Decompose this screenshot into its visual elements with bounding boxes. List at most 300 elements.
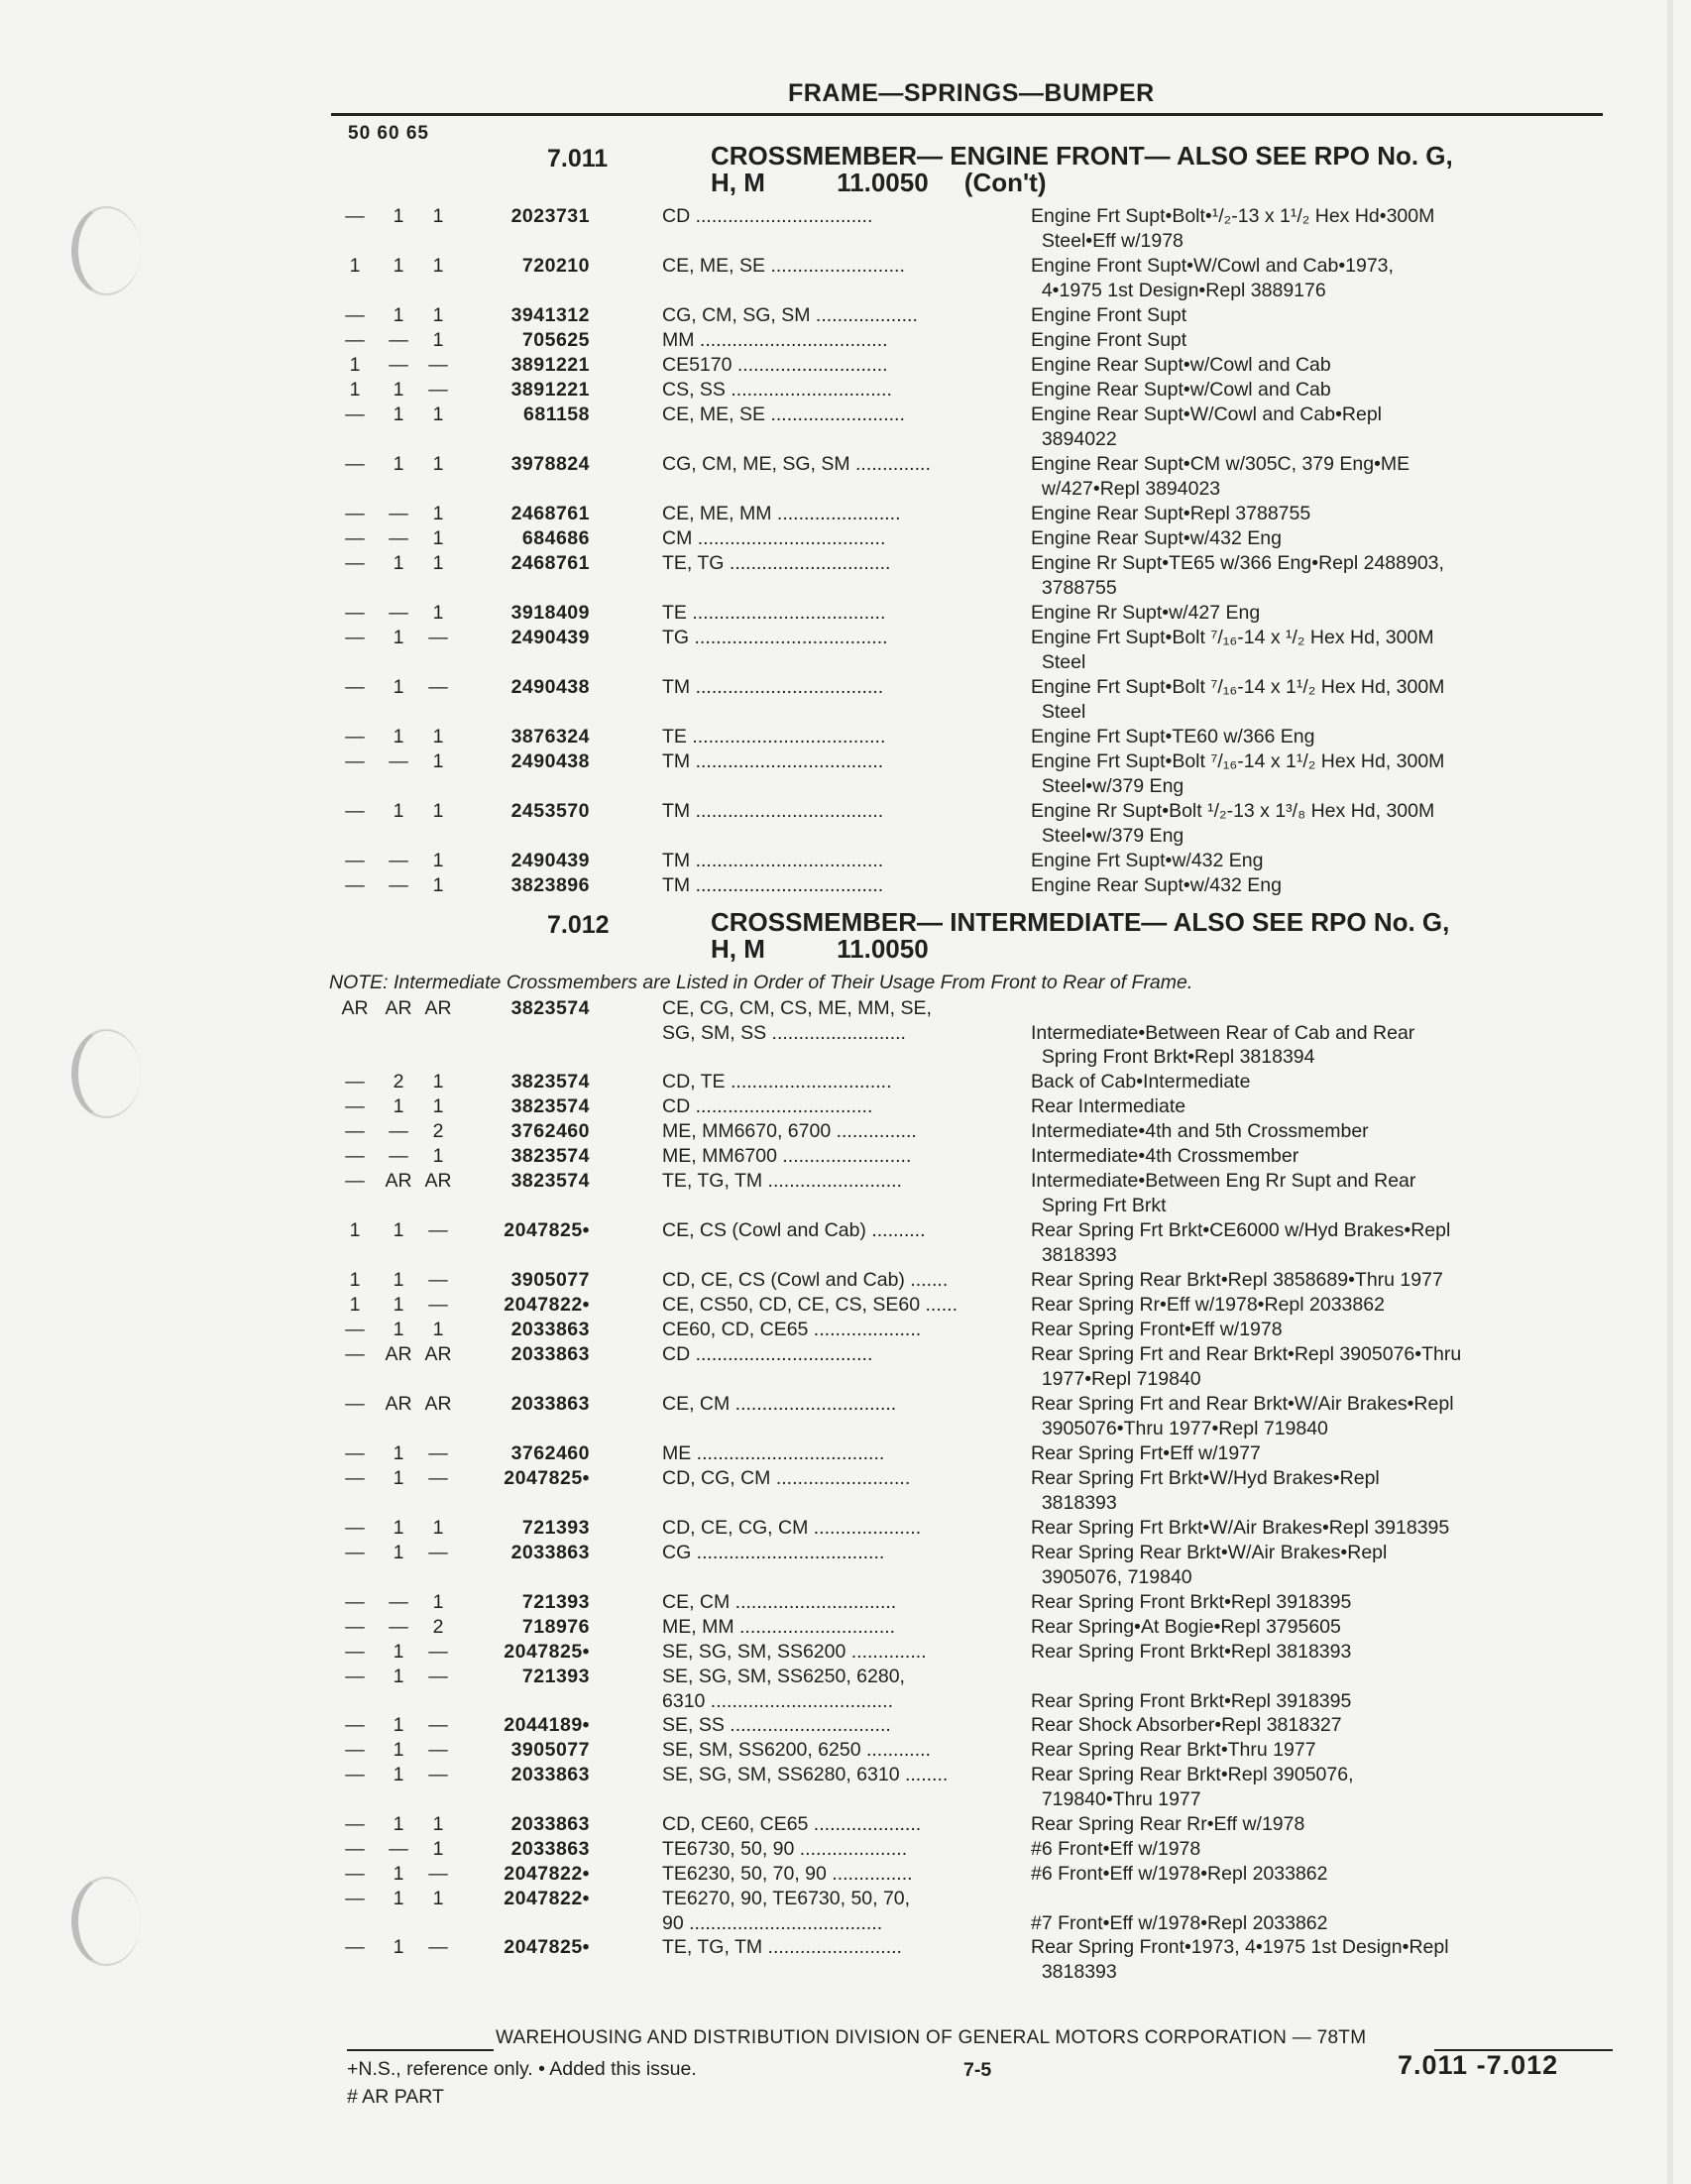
part-number: 3823574: [510, 1170, 590, 1192]
part-description: Rear Spring Frt and Rear Brkt•W/Air Brakes•Repl 3905076•Thru 1977•Repl 719840: [1031, 1393, 1454, 1439]
qty-60: 1: [393, 403, 404, 425]
qty-65: —: [428, 1764, 448, 1785]
qty-60: 1: [393, 1467, 404, 1489]
qty-65: —: [428, 1294, 448, 1316]
page-number: 7-5: [963, 2059, 992, 2081]
qty-60: 1: [393, 1442, 404, 1464]
model-codes: CE, CG, CM, CS, ME, MM, SE, SG, SM, SS .........................: [662, 997, 932, 1044]
qty-50: —: [345, 1936, 365, 1958]
part-number: 2047822•: [504, 1863, 590, 1885]
qty-60: 1: [393, 552, 404, 574]
qty-65: —: [428, 1641, 448, 1663]
qty-65: AR: [424, 1343, 452, 1365]
qty-60: 1: [393, 1641, 404, 1663]
part-number: 2033863: [510, 1393, 590, 1415]
part-number: 2044189•: [504, 1714, 590, 1736]
model-codes: CD, CE, CS (Cowl and Cab) .......: [662, 1269, 949, 1291]
part-description: Rear Spring Front Brkt•Repl 3918395: [1031, 1689, 1352, 1712]
qty-50: —: [345, 1616, 365, 1638]
section-number: 7.012: [547, 911, 610, 939]
part-number: 3918409: [510, 602, 590, 624]
part-description: Engine Rr Supt•TE65 w/366 Eng•Repl 2488903, 3788755: [1031, 552, 1444, 599]
footnote-ns: +N.S., reference only. • Added this issue.: [347, 2058, 697, 2080]
model-codes: CE, ME, SE .........................: [662, 255, 905, 277]
part-number: 3905077: [510, 1269, 590, 1291]
qty-50: —: [345, 1517, 365, 1539]
qty-65: 1: [432, 1517, 444, 1539]
qty-65: —: [428, 1442, 448, 1464]
qty-60: 1: [393, 304, 404, 326]
part-number: 2047825•: [504, 1467, 590, 1489]
qty-60: 1: [393, 379, 404, 401]
qty-50: —: [345, 1739, 365, 1761]
qty-65: 1: [432, 1888, 444, 1909]
part-description: Rear Spring•At Bogie•Repl 3795605: [1031, 1616, 1341, 1638]
binder-hole: [71, 206, 141, 295]
qty-50: —: [345, 1542, 365, 1563]
qty-65: —: [428, 379, 448, 401]
part-description: Engine Frt Supt•Bolt•¹/₂-13 x 1¹/₂ Hex Hd•300M Steel•Eff w/1978: [1031, 205, 1435, 252]
part-description: Engine Frt Supt•Bolt ⁷/₁₆-14 x ¹/₂ Hex Hd, 300M Steel: [1031, 627, 1434, 673]
part-number: 3978824: [510, 453, 590, 475]
part-number: 718976: [521, 1616, 590, 1638]
qty-65: AR: [424, 997, 452, 1019]
qty-60: 1: [393, 1764, 404, 1785]
part-number: 2047825•: [504, 1936, 590, 1958]
model-codes: CD .................................: [662, 1343, 873, 1365]
qty-65: 1: [432, 527, 444, 549]
qty-65: 1: [432, 503, 444, 524]
part-number: 2033863: [510, 1838, 590, 1860]
qty-60: 1: [393, 1219, 404, 1241]
qty-65: 1: [432, 255, 444, 277]
part-description: Intermediate•Between Eng Rr Supt and Rear Spring Frt Brkt: [1031, 1170, 1416, 1216]
qty-65: 1: [432, 205, 444, 227]
qty-60: —: [389, 503, 408, 524]
model-codes: TM ...................................: [662, 676, 884, 698]
qty-65: —: [428, 1542, 448, 1563]
model-codes: ME, MM6700 ........................: [662, 1145, 912, 1167]
qty-50: —: [345, 1170, 365, 1192]
model-codes: CE60, CD, CE65 ....................: [662, 1319, 922, 1340]
usage-note: NOTE: Intermediate Crossmembers are Listed in Order of Their Usage From Front to Rear of Frame.: [329, 972, 1193, 993]
qty-50: —: [345, 1813, 365, 1835]
qty-65: —: [428, 627, 448, 648]
qty-50: 1: [349, 1269, 361, 1291]
model-codes: SE, SS ..............................: [662, 1714, 891, 1736]
model-codes: CE, ME, MM .......................: [662, 503, 901, 524]
qty-50: —: [345, 1714, 365, 1736]
model-codes: ME, MM .............................: [662, 1616, 896, 1638]
qty-50: AR: [341, 997, 369, 1019]
model-codes: TM ...................................: [662, 750, 884, 772]
part-number: 2453570: [510, 800, 590, 822]
part-number: 3823574: [510, 997, 590, 1019]
part-description: #6 Front•Eff w/1978•Repl 2033862: [1031, 1863, 1328, 1885]
model-codes: TM ...................................: [662, 874, 884, 896]
qty-50: —: [345, 503, 365, 524]
qty-65: —: [428, 1219, 448, 1241]
model-codes: TM ...................................: [662, 800, 884, 822]
qty-60: —: [389, 1145, 408, 1167]
part-description: Engine Frt Supt•TE60 w/366 Eng: [1031, 726, 1315, 747]
footnote-ar: # AR PART: [347, 2086, 444, 2108]
qty-60: 1: [393, 800, 404, 822]
qty-60: 1: [393, 1269, 404, 1291]
model-codes: CM ...................................: [662, 527, 886, 549]
qty-50: —: [345, 527, 365, 549]
model-codes: TE, TG, TM .........................: [662, 1170, 902, 1192]
part-description: Engine Rear Supt•w/Cowl and Cab: [1031, 354, 1331, 376]
qty-65: 1: [432, 1145, 444, 1167]
qty-60: 1: [393, 726, 404, 747]
qty-60: —: [389, 329, 408, 351]
part-number: 2047822•: [504, 1294, 590, 1316]
qty-65: 1: [432, 602, 444, 624]
qty-65: 1: [432, 552, 444, 574]
part-number: 2468761: [510, 503, 590, 524]
section-number: 7.011: [547, 145, 609, 172]
header-rule: [331, 113, 1603, 116]
qty-60: —: [389, 1120, 408, 1142]
qty-60: 1: [393, 1936, 404, 1958]
qty-50: —: [345, 726, 365, 747]
qty-50: —: [345, 1120, 365, 1142]
footer-rule-left: [347, 2049, 494, 2051]
qty-65: —: [428, 676, 448, 698]
part-number: 3876324: [510, 726, 590, 747]
model-codes: TE6230, 50, 70, 90 ...............: [662, 1863, 913, 1885]
qty-65: 1: [432, 1319, 444, 1340]
qty-65: 1: [432, 403, 444, 425]
section-range: 7.011 -7.012: [1398, 2050, 1559, 2080]
part-description: Intermediate•Between Rear of Cab and Rear Spring Front Brkt•Repl 3818394: [1031, 1021, 1415, 1068]
qty-50: —: [345, 1764, 365, 1785]
model-codes: TE6270, 90, TE6730, 50, 70, 90 ....................................: [662, 1888, 911, 1934]
division-line: WAREHOUSING AND DISTRIBUTION DIVISION OF GENERAL MOTORS CORPORATION — 78TM: [496, 2027, 1367, 2048]
part-number: 705625: [521, 329, 590, 351]
model-codes: CS, SS ..............................: [662, 379, 892, 401]
part-description: Engine Rear Supt•w/432 Eng: [1031, 874, 1282, 896]
qty-60: 1: [393, 676, 404, 698]
qty-50: —: [345, 1838, 365, 1860]
qty-50: —: [345, 1071, 365, 1092]
qty-65: 1: [432, 850, 444, 871]
part-description: Back of Cab•Intermediate: [1031, 1071, 1251, 1092]
qty-60: 2: [393, 1071, 404, 1092]
qty-65: 1: [432, 1838, 444, 1860]
model-codes: CD, CE60, CE65 ....................: [662, 1813, 922, 1835]
qty-60: 1: [393, 1714, 404, 1736]
qty-60: 1: [393, 1095, 404, 1117]
part-description: Rear Spring Front•Eff w/1978: [1031, 1319, 1283, 1340]
part-description: Engine Rear Supt•w/Cowl and Cab: [1031, 379, 1331, 401]
part-description: Rear Spring Front Brkt•Repl 3918395: [1031, 1591, 1352, 1613]
qty-65: 1: [432, 453, 444, 475]
part-number: 721393: [521, 1666, 590, 1687]
qty-60: —: [389, 874, 408, 896]
qty-50: —: [345, 850, 365, 871]
part-description: Rear Spring Rear Brkt•W/Air Brakes•Repl 3905076, 719840: [1031, 1542, 1388, 1588]
part-description: Engine Rear Supt•w/432 Eng: [1031, 527, 1282, 549]
qty-50: —: [345, 1641, 365, 1663]
model-codes: MM ...................................: [662, 329, 888, 351]
part-description: Rear Spring Rear Brkt•Repl 3858689•Thru 1977: [1031, 1269, 1443, 1291]
qty-65: 1: [432, 800, 444, 822]
part-number: 720210: [521, 255, 590, 277]
qty-60: AR: [385, 1393, 412, 1415]
qty-50: —: [345, 627, 365, 648]
part-number: 2033863: [510, 1764, 590, 1785]
model-codes: CG, CM, ME, SG, SM ..............: [662, 453, 931, 475]
qty-50: —: [345, 1666, 365, 1687]
qty-60: 1: [393, 1739, 404, 1761]
page-edge: [1667, 0, 1673, 2184]
qty-50: 1: [349, 379, 361, 401]
part-description: Intermediate•4th and 5th Crossmember: [1031, 1120, 1369, 1142]
part-number: 2033863: [510, 1813, 590, 1835]
part-description: Engine Rear Supt•CM w/305C, 379 Eng•ME w/427•Repl 3894023: [1031, 453, 1410, 500]
qty-60: 1: [393, 627, 404, 648]
part-description: Rear Spring Rear Rr•Eff w/1978: [1031, 1813, 1305, 1835]
part-description: Rear Shock Absorber•Repl 3818327: [1031, 1714, 1342, 1736]
part-number: 3823896: [510, 874, 590, 896]
part-description: Rear Spring Rear Brkt•Thru 1977: [1031, 1739, 1316, 1761]
section-title: CROSSMEMBER— INTERMEDIATE— ALSO SEE RPO No. G, H, M 11.0050: [711, 907, 1450, 964]
qty-60: —: [389, 1838, 408, 1860]
part-description: Engine Frt Supt•Bolt ⁷/₁₆-14 x 1¹/₂ Hex Hd, 300M Steel•w/379 Eng: [1031, 750, 1445, 797]
part-number: 3891221: [510, 354, 590, 376]
qty-65: —: [428, 1863, 448, 1885]
part-description: Engine Front Supt: [1031, 329, 1187, 351]
part-number: 2468761: [510, 552, 590, 574]
model-codes: CE5170 ............................: [662, 354, 888, 376]
qty-60: 1: [393, 1319, 404, 1340]
qty-50: 1: [349, 1219, 361, 1241]
part-description: Rear Spring Rr•Eff w/1978•Repl 2033862: [1031, 1294, 1385, 1316]
part-description: Engine Rear Supt•Repl 3788755: [1031, 503, 1311, 524]
qty-50: —: [345, 1442, 365, 1464]
qty-50: —: [345, 329, 365, 351]
part-number: 2033863: [510, 1343, 590, 1365]
part-description: Rear Spring Frt Brkt•CE6000 w/Hyd Brakes•Repl 3818393: [1031, 1219, 1451, 1266]
part-number: 2047822•: [504, 1888, 590, 1909]
qty-60: AR: [385, 1343, 412, 1365]
part-description: Engine Frt Supt•Bolt ⁷/₁₆-14 x 1¹/₂ Hex Hd, 300M Steel: [1031, 676, 1445, 723]
qty-60: 1: [393, 1294, 404, 1316]
binder-hole: [71, 1877, 141, 1966]
part-number: 2490439: [510, 850, 590, 871]
qty-50: —: [345, 1888, 365, 1909]
qty-50: —: [345, 800, 365, 822]
part-description: Rear Spring Rear Brkt•Repl 3905076, 719840•Thru 1977: [1031, 1764, 1354, 1810]
part-description: Engine Frt Supt•w/432 Eng: [1031, 850, 1264, 871]
qty-65: 1: [432, 1591, 444, 1613]
model-codes: TG ....................................: [662, 627, 888, 648]
model-codes: TE ....................................: [662, 602, 886, 624]
qty-50: —: [345, 874, 365, 896]
qty-65: 1: [432, 1095, 444, 1117]
part-number: 2490438: [510, 676, 590, 698]
qty-50: —: [345, 1863, 365, 1885]
qty-60: 1: [393, 1813, 404, 1835]
part-number: 721393: [521, 1591, 590, 1613]
part-number: 681158: [523, 403, 590, 425]
part-number: 721393: [521, 1517, 590, 1539]
qty-65: 2: [432, 1120, 444, 1142]
model-codes: CG ...................................: [662, 1542, 885, 1563]
qty-50: —: [345, 304, 365, 326]
qty-60: —: [389, 750, 408, 772]
qty-60: —: [389, 1616, 408, 1638]
part-number: 3823574: [510, 1145, 590, 1167]
qty-60: 1: [393, 1863, 404, 1885]
page-title: FRAME—SPRINGS—BUMPER: [788, 79, 1155, 107]
qty-60: 1: [393, 1888, 404, 1909]
qty-65: —: [428, 1739, 448, 1761]
part-number: 3891221: [510, 379, 590, 401]
qty-50: 1: [349, 354, 361, 376]
qty-50: 1: [349, 255, 361, 277]
model-codes: TE6730, 50, 90 ....................: [662, 1838, 908, 1860]
part-number: 2490438: [510, 750, 590, 772]
qty-60: 1: [393, 1666, 404, 1687]
model-codes: CD, CG, CM .........................: [662, 1467, 911, 1489]
qty-65: 1: [432, 726, 444, 747]
part-number: 3823574: [510, 1095, 590, 1117]
qty-50: —: [345, 1467, 365, 1489]
part-number: 684686: [521, 527, 590, 549]
model-codes: CG, CM, SG, SM ...................: [662, 304, 918, 326]
qty-60: 1: [393, 205, 404, 227]
qty-65: 1: [432, 750, 444, 772]
part-description: Engine Front Supt•W/Cowl and Cab•1973, 4•1975 1st Design•Repl 3889176: [1031, 255, 1394, 301]
part-description: Engine Rear Supt•W/Cowl and Cab•Repl 3894022: [1031, 403, 1382, 450]
qty-50: —: [345, 205, 365, 227]
model-codes: SE, SG, SM, SS6280, 6310 ........: [662, 1764, 949, 1785]
qty-65: —: [428, 1936, 448, 1958]
part-description: Rear Spring Frt and Rear Brkt•Repl 3905076•Thru 1977•Repl 719840: [1031, 1343, 1462, 1390]
part-description: Intermediate•4th Crossmember: [1031, 1145, 1299, 1167]
part-number: 2047825•: [504, 1641, 590, 1663]
model-codes: CD, CE, CG, CM ....................: [662, 1517, 922, 1539]
qty-60: 1: [393, 255, 404, 277]
qty-60: 1: [393, 453, 404, 475]
part-number: 3823574: [510, 1071, 590, 1092]
model-codes: CD, TE ..............................: [662, 1071, 892, 1092]
qty-65: 2: [432, 1616, 444, 1638]
model-codes: TE, TG, TM .........................: [662, 1936, 902, 1958]
qty-65: —: [428, 354, 448, 376]
qty-50: —: [345, 1145, 365, 1167]
qty-50: —: [345, 750, 365, 772]
part-number: 2033863: [510, 1319, 590, 1340]
model-codes: CE, CM ..............................: [662, 1591, 897, 1613]
qty-65: 1: [432, 304, 444, 326]
qty-60: 1: [393, 1517, 404, 1539]
qty-50: —: [345, 1095, 365, 1117]
part-description: Engine Rr Supt•w/427 Eng: [1031, 602, 1261, 624]
model-codes: ME, MM6670, 6700 ...............: [662, 1120, 917, 1142]
quantity-column-header: 50 60 65: [348, 123, 429, 144]
qty-60: —: [389, 354, 408, 376]
model-codes: CE, CS (Cowl and Cab) ..........: [662, 1219, 926, 1241]
qty-50: 1: [349, 1294, 361, 1316]
model-codes: CD .................................: [662, 1095, 873, 1117]
part-description: Engine Rr Supt•Bolt ¹/₂-13 x 1³/₈ Hex Hd, 300M Steel•w/379 Eng: [1031, 800, 1435, 847]
part-number: 2047825•: [504, 1219, 590, 1241]
qty-65: —: [428, 1269, 448, 1291]
part-description: #6 Front•Eff w/1978: [1031, 1838, 1201, 1860]
binder-hole: [71, 1029, 141, 1118]
part-number: 3941312: [510, 304, 590, 326]
model-codes: CD .................................: [662, 205, 873, 227]
model-codes: TE, TG ..............................: [662, 552, 891, 574]
model-codes: TE ....................................: [662, 726, 886, 747]
model-codes: CE, ME, SE .........................: [662, 403, 905, 425]
qty-50: —: [345, 1319, 365, 1340]
qty-65: 1: [432, 1071, 444, 1092]
qty-50: —: [345, 552, 365, 574]
part-number: 3762460: [510, 1442, 590, 1464]
qty-50: —: [345, 1343, 365, 1365]
part-description: Rear Spring Frt Brkt•W/Air Brakes•Repl 3918395: [1031, 1517, 1450, 1539]
qty-65: 1: [432, 329, 444, 351]
qty-50: —: [345, 1591, 365, 1613]
model-codes: CE, CM ..............................: [662, 1393, 897, 1415]
part-description: Engine Front Supt: [1031, 304, 1187, 326]
model-codes: TM ...................................: [662, 850, 884, 871]
qty-65: —: [428, 1467, 448, 1489]
part-description: Rear Spring Front Brkt•Repl 3818393: [1031, 1641, 1352, 1663]
part-number: 2033863: [510, 1542, 590, 1563]
qty-50: —: [345, 602, 365, 624]
part-number: 2023731: [510, 205, 590, 227]
model-codes: SE, SM, SS6200, 6250 ............: [662, 1739, 931, 1761]
qty-50: —: [345, 403, 365, 425]
qty-60: 1: [393, 1542, 404, 1563]
qty-50: —: [345, 1393, 365, 1415]
model-codes: ME ...................................: [662, 1442, 885, 1464]
part-description: Rear Spring Frt Brkt•W/Hyd Brakes•Repl 3818393: [1031, 1467, 1380, 1514]
part-number: 3762460: [510, 1120, 590, 1142]
qty-60: AR: [385, 1170, 412, 1192]
qty-65: 1: [432, 874, 444, 896]
qty-60: —: [389, 850, 408, 871]
part-description: #7 Front•Eff w/1978•Repl 2033862: [1031, 1911, 1328, 1934]
qty-50: —: [345, 676, 365, 698]
qty-65: 1: [432, 1813, 444, 1835]
qty-65: —: [428, 1666, 448, 1687]
part-number: 2490439: [510, 627, 590, 648]
model-codes: SE, SG, SM, SS6200 ..............: [662, 1641, 927, 1663]
section-title: CROSSMEMBER— ENGINE FRONT— ALSO SEE RPO No. G, H, M 11.0050 (Con't): [711, 141, 1453, 197]
qty-60: —: [389, 1591, 408, 1613]
qty-60: —: [389, 602, 408, 624]
part-description: Rear Intermediate: [1031, 1095, 1186, 1117]
model-codes: SE, SG, SM, SS6250, 6280, 6310 ..................................: [662, 1666, 905, 1712]
part-description: Rear Spring Front•1973, 4•1975 1st Design•Repl 3818393: [1031, 1936, 1449, 1983]
qty-65: AR: [424, 1393, 452, 1415]
qty-60: AR: [385, 997, 412, 1019]
qty-65: AR: [424, 1170, 452, 1192]
qty-65: —: [428, 1714, 448, 1736]
part-description: Rear Spring Frt•Eff w/1977: [1031, 1442, 1261, 1464]
qty-60: —: [389, 527, 408, 549]
part-number: 3905077: [510, 1739, 590, 1761]
qty-50: —: [345, 453, 365, 475]
model-codes: CE, CS50, CD, CE, CS, SE60 ......: [662, 1294, 958, 1316]
